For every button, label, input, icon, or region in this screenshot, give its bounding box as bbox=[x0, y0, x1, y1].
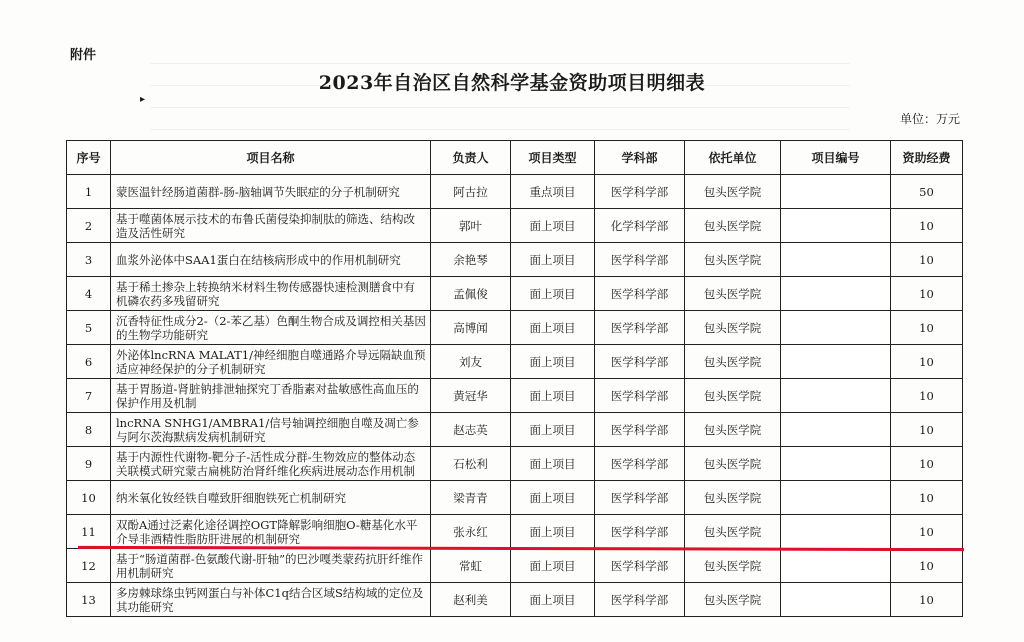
funding-amount: 10 bbox=[891, 311, 963, 345]
project-leader: 赵利美 bbox=[431, 583, 511, 617]
discipline-division: 医学科学部 bbox=[595, 413, 685, 447]
project-type: 面上项目 bbox=[511, 549, 595, 583]
discipline-division: 医学科学部 bbox=[595, 277, 685, 311]
project-code bbox=[781, 243, 891, 277]
funding-amount: 10 bbox=[891, 209, 963, 243]
host-institution: 包头医学院 bbox=[685, 175, 781, 209]
project-type: 面上项目 bbox=[511, 447, 595, 481]
table-row bbox=[67, 549, 963, 583]
project-type: 面上项目 bbox=[511, 243, 595, 277]
discipline-division: 医学科学部 bbox=[595, 549, 685, 583]
table-row bbox=[67, 277, 963, 311]
project-leader: 石松利 bbox=[431, 447, 511, 481]
host-institution: 包头医学院 bbox=[685, 549, 781, 583]
funding-amount: 10 bbox=[891, 515, 963, 549]
discipline-division: 医学科学部 bbox=[595, 583, 685, 617]
table-row bbox=[67, 447, 963, 481]
discipline-division: 医学科学部 bbox=[595, 345, 685, 379]
project-name: 基于“肠道菌群-色氨酸代谢-肝轴”的巴沙嘎类蒙药抗肝纤维作用机制研究 bbox=[111, 549, 431, 583]
project-name: 蒙医温针经肠道菌群-肠-脑轴调节失眠症的分子机制研究 bbox=[111, 175, 431, 209]
project-leader: 黄冠华 bbox=[431, 379, 511, 413]
row-no: 6 bbox=[67, 345, 111, 379]
project-type: 面上项目 bbox=[511, 515, 595, 549]
host-institution: 包头医学院 bbox=[685, 481, 781, 515]
row-no: 2 bbox=[67, 209, 111, 243]
project-type: 面上项目 bbox=[511, 277, 595, 311]
project-code bbox=[781, 209, 891, 243]
header-leader: 负责人 bbox=[431, 141, 511, 175]
row-no: 13 bbox=[67, 583, 111, 617]
host-institution: 包头医学院 bbox=[685, 243, 781, 277]
discipline-division: 医学科学部 bbox=[595, 175, 685, 209]
funding-amount: 50 bbox=[891, 175, 963, 209]
row-no: 12 bbox=[67, 549, 111, 583]
table-row bbox=[67, 481, 963, 515]
project-name: 血浆外泌体中SAA1蛋白在结核病形成中的作用机制研究 bbox=[111, 243, 431, 277]
project-leader: 赵志英 bbox=[431, 413, 511, 447]
project-code bbox=[781, 515, 891, 549]
host-institution: 包头医学院 bbox=[685, 447, 781, 481]
discipline-division: 化学科学部 bbox=[595, 209, 685, 243]
project-code bbox=[781, 311, 891, 345]
header-unit: 依托单位 bbox=[685, 141, 781, 175]
row-no: 5 bbox=[67, 311, 111, 345]
funding-amount: 10 bbox=[891, 549, 963, 583]
funding-amount: 10 bbox=[891, 277, 963, 311]
funding-amount: 10 bbox=[891, 447, 963, 481]
table-row bbox=[67, 243, 963, 277]
funding-amount: 10 bbox=[891, 583, 963, 617]
project-code bbox=[781, 277, 891, 311]
table-row bbox=[67, 175, 963, 209]
annex-label: 附件 bbox=[70, 48, 97, 63]
header-code: 项目编号 bbox=[781, 141, 891, 175]
row-no: 10 bbox=[67, 481, 111, 515]
discipline-division: 医学科学部 bbox=[595, 311, 685, 345]
header-no: 序号 bbox=[67, 141, 111, 175]
header-type: 项目类型 bbox=[511, 141, 595, 175]
project-leader: 张永红 bbox=[431, 515, 511, 549]
row-no: 8 bbox=[67, 413, 111, 447]
project-name: 基于内源性代谢物-靶分子-活性成分群-生物效应的整体动态关联模式研究蒙古扁桃防治肾纤维化疾病进展动态作用机制 bbox=[111, 447, 431, 481]
project-leader: 余艳琴 bbox=[431, 243, 511, 277]
project-leader: 郭叶 bbox=[431, 209, 511, 243]
project-name: 纳米氧化钕经铁自噬致肝细胞铁死亡机制研究 bbox=[111, 481, 431, 515]
discipline-division: 医学科学部 bbox=[595, 481, 685, 515]
header-division: 学科部 bbox=[595, 141, 685, 175]
host-institution: 包头医学院 bbox=[685, 515, 781, 549]
row-no: 7 bbox=[67, 379, 111, 413]
host-institution: 包头医学院 bbox=[685, 209, 781, 243]
table-row bbox=[67, 413, 963, 447]
project-leader: 常虹 bbox=[431, 549, 511, 583]
project-type: 面上项目 bbox=[511, 379, 595, 413]
project-name: 双酚A通过泛素化途径调控OGT降解影响细胞O-糖基化水平介导非酒精性脂肪肝进展的机制研究 bbox=[111, 515, 431, 549]
host-institution: 包头医学院 bbox=[685, 311, 781, 345]
discipline-division: 医学科学部 bbox=[595, 515, 685, 549]
project-code bbox=[781, 447, 891, 481]
table-row bbox=[67, 311, 963, 345]
project-type: 面上项目 bbox=[511, 311, 595, 345]
project-type: 面上项目 bbox=[511, 209, 595, 243]
funding-amount: 10 bbox=[891, 243, 963, 277]
discipline-division: 医学科学部 bbox=[595, 379, 685, 413]
document-title: 2023年自治区自然科学基金资助项目明细表 bbox=[318, 72, 706, 94]
host-institution: 包头医学院 bbox=[685, 277, 781, 311]
discipline-division: 医学科学部 bbox=[595, 447, 685, 481]
host-institution: 包头医学院 bbox=[685, 583, 781, 617]
project-type: 面上项目 bbox=[511, 413, 595, 447]
project-name: lncRNA SNHG1/AMBRA1/信号轴调控细胞自噬及凋亡参与阿尔茨海默病发病机制研究 bbox=[111, 413, 431, 447]
host-institution: 包头医学院 bbox=[685, 379, 781, 413]
project-code bbox=[781, 379, 891, 413]
row-no: 1 bbox=[67, 175, 111, 209]
host-institution: 包头医学院 bbox=[685, 345, 781, 379]
funding-amount: 10 bbox=[891, 481, 963, 515]
row-no: 3 bbox=[67, 243, 111, 277]
project-type: 面上项目 bbox=[511, 583, 595, 617]
project-code bbox=[781, 175, 891, 209]
project-name: 基于稀土掺杂上转换纳米材料生物传感器快速检测膳食中有机磷农药多残留研究 bbox=[111, 277, 431, 311]
project-name: 多房棘球绦虫钙网蛋白与补体C1q结合区域S结构域的定位及其功能研究 bbox=[111, 583, 431, 617]
project-code bbox=[781, 583, 891, 617]
project-leader: 高博闻 bbox=[431, 311, 511, 345]
project-code bbox=[781, 549, 891, 583]
table-header-row bbox=[67, 141, 963, 175]
project-leader: 阿古拉 bbox=[431, 175, 511, 209]
project-code bbox=[781, 345, 891, 379]
project-type: 面上项目 bbox=[511, 345, 595, 379]
discipline-division: 医学科学部 bbox=[595, 243, 685, 277]
header-name: 项目名称 bbox=[111, 141, 431, 175]
row-no: 9 bbox=[67, 447, 111, 481]
table-row bbox=[67, 209, 963, 243]
project-name: 基于胃肠道-肾脏钠排泄轴探究丁香脂素对盐敏感性高血压的保护作用及机制 bbox=[111, 379, 431, 413]
project-code bbox=[781, 481, 891, 515]
funding-amount: 10 bbox=[891, 345, 963, 379]
project-type: 面上项目 bbox=[511, 481, 595, 515]
project-code bbox=[781, 413, 891, 447]
table-row bbox=[67, 379, 963, 413]
project-name: 沉香特征性成分2-（2-苯乙基）色酮生物合成及调控相关基因的生物学功能研究 bbox=[111, 311, 431, 345]
funding-amount: 10 bbox=[891, 413, 963, 447]
funding-amount: 10 bbox=[891, 379, 963, 413]
header-funding: 资助经费 bbox=[891, 141, 963, 175]
project-leader: 刘友 bbox=[431, 345, 511, 379]
table-row bbox=[67, 515, 963, 549]
ink-mark: ▸ bbox=[140, 94, 146, 105]
project-name: 外泌体lncRNA MALAT1/神经细胞自噬通路介导远隔缺血预适应神经保护的分子机制研究 bbox=[111, 345, 431, 379]
row-no: 11 bbox=[67, 515, 111, 549]
unit-label: 单位：万元 bbox=[899, 112, 960, 126]
host-institution: 包头医学院 bbox=[685, 413, 781, 447]
project-leader: 孟佩俊 bbox=[431, 277, 511, 311]
project-name: 基于噬菌体展示技术的布鲁氏菌侵染抑制肽的筛选、结构改造及活性研究 bbox=[111, 209, 431, 243]
project-type: 重点项目 bbox=[511, 175, 595, 209]
project-leader: 梁青青 bbox=[431, 481, 511, 515]
table-row bbox=[67, 583, 963, 617]
table-row bbox=[67, 345, 963, 379]
row-no: 4 bbox=[67, 277, 111, 311]
